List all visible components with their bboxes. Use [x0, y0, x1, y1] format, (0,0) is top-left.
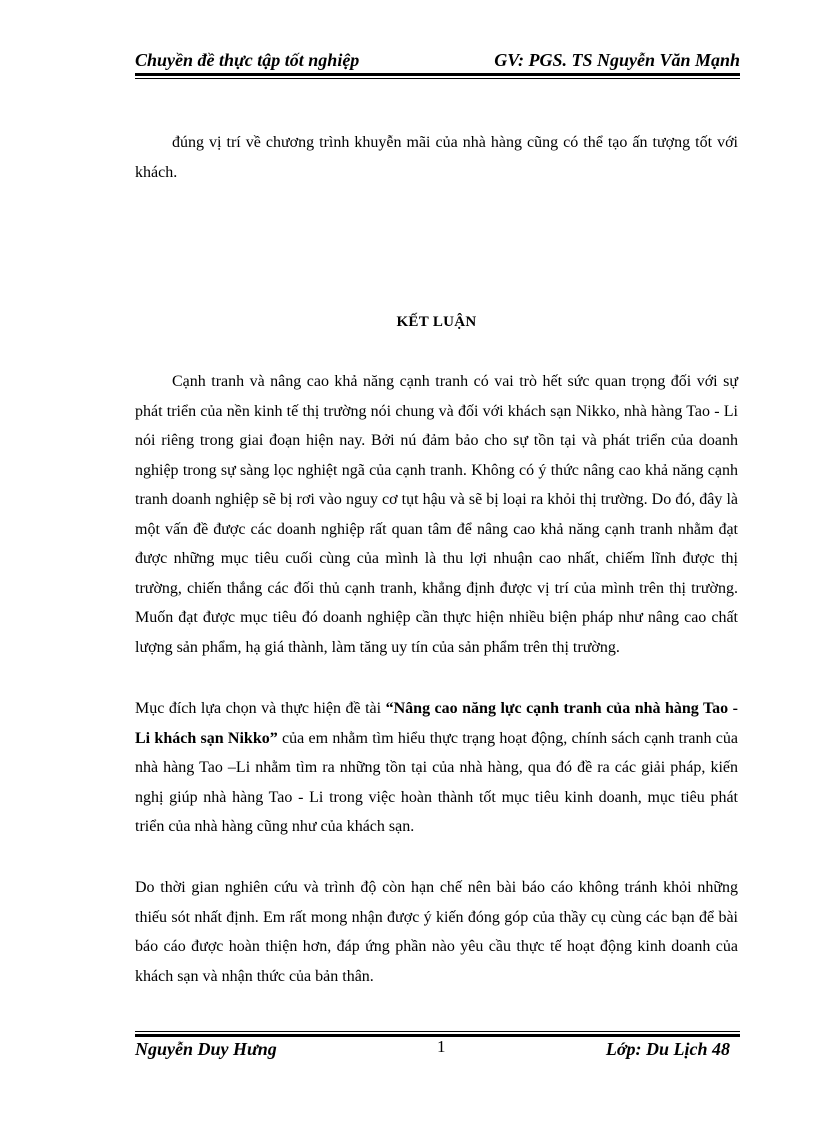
thesis-title: “Nâng cao năng lực cạnh tranh của nhà hàng Tao - Li khách sạn Nikko”: [135, 700, 739, 747]
paragraph-conclusion-2: [135, 694, 738, 842]
page-footer: [135, 1037, 740, 1061]
section-heading: KẾT LUẬN: [396, 314, 477, 330]
paragraph-conclusion-3: Do thời gian nghiên cứu và trình độ còn hạn chế nên bài báo cáo không tránh khỏi những thiếu sót nhất định. Em rất mong nhận được ý kiến đóng góp của thầy cụ cùng các bạn để bài báo cáo được hoàn thiện hơn, đáp ứng phần nào yêu cầu thực tế hoạt động kinh doanh của khách sạn và nhận thức của bản thân.: [135, 879, 738, 985]
footer-author: Nguyễn Duy Hưng: [135, 1039, 277, 1059]
paragraph-text: của em nhằm tìm hiểu thực trạng hoạt động, chính sách cạnh tranh của nhà hàng Tao –Li nhằm tìm ra những tồn tại của nhà hàng, qua đó đề ra các giải pháp, kiến nghị giúp nhà hàng Tao - Li trong việc hoàn thành tốt mục tiêu kinh doanh, mục tiêu phát triển của nhà hàng cũng như của khách sạn.: [135, 729, 738, 835]
page-header: [135, 48, 740, 72]
header-advisor: GV: PGS. TS Nguyễn Văn Mạnh: [494, 50, 740, 70]
paragraph-text: Mục đích lựa chọn và thực hiện đề tài: [135, 700, 386, 717]
paragraph-continuation: đúng vị trí về chương trình khuyễn mãi của nhà hàng cũng có thể tạo ấn tượng tốt với khách.: [135, 134, 738, 181]
header-rule-thin: [135, 78, 740, 79]
paragraph-conclusion-1: Cạnh tranh và nâng cao khả năng cạnh tranh có vai trò hết sức quan trọng đối với sự phát triển của nền kinh tế thị trường nói chung và đối với khách sạn Nikko, nhà hàng Tao - Li nói riêng trong giai đoạn hiện nay. Bởi nú đảm bảo cho sự tồn tại và phát triển của doanh nghiệp trong sự sàng lọc nghiệt ngã của cạnh tranh. Không có ý thức nâng cao khả năng cạnh tranh doanh nghiệp sẽ bị rơi vào nguy cơ tụt hậu và sẽ bị loại ra khỏi thị trường. Do đó, đây là một vấn đề được các doanh nghiệp rất quan tâm để nâng cao khả năng cạnh tranh nhằm đạt được những mục tiêu cuối cùng của mình là thu lợi nhuận cao nhất, chiếm lĩnh được thị trường, chiến thắng các đối thủ cạnh tranh, khẳng định được vị trí của mình trên thị trường. Muốn đạt được mục tiêu đó doanh nghiệp cần thực hiện nhiều biện pháp như nâng cao chất lượng sản phẩm, hạ giá thành, làm tăng uy tín của sản phẩm trên thị trường.: [135, 373, 738, 656]
footer-rule-thin: [135, 1031, 740, 1032]
header-rule-thick: [135, 73, 740, 76]
footer-class: Lớp: Du Lịch 48: [605, 1039, 730, 1059]
header-title: Chuyền đề thực tập tốt nghiệp: [135, 50, 360, 70]
page-number: 1: [437, 1037, 446, 1056]
